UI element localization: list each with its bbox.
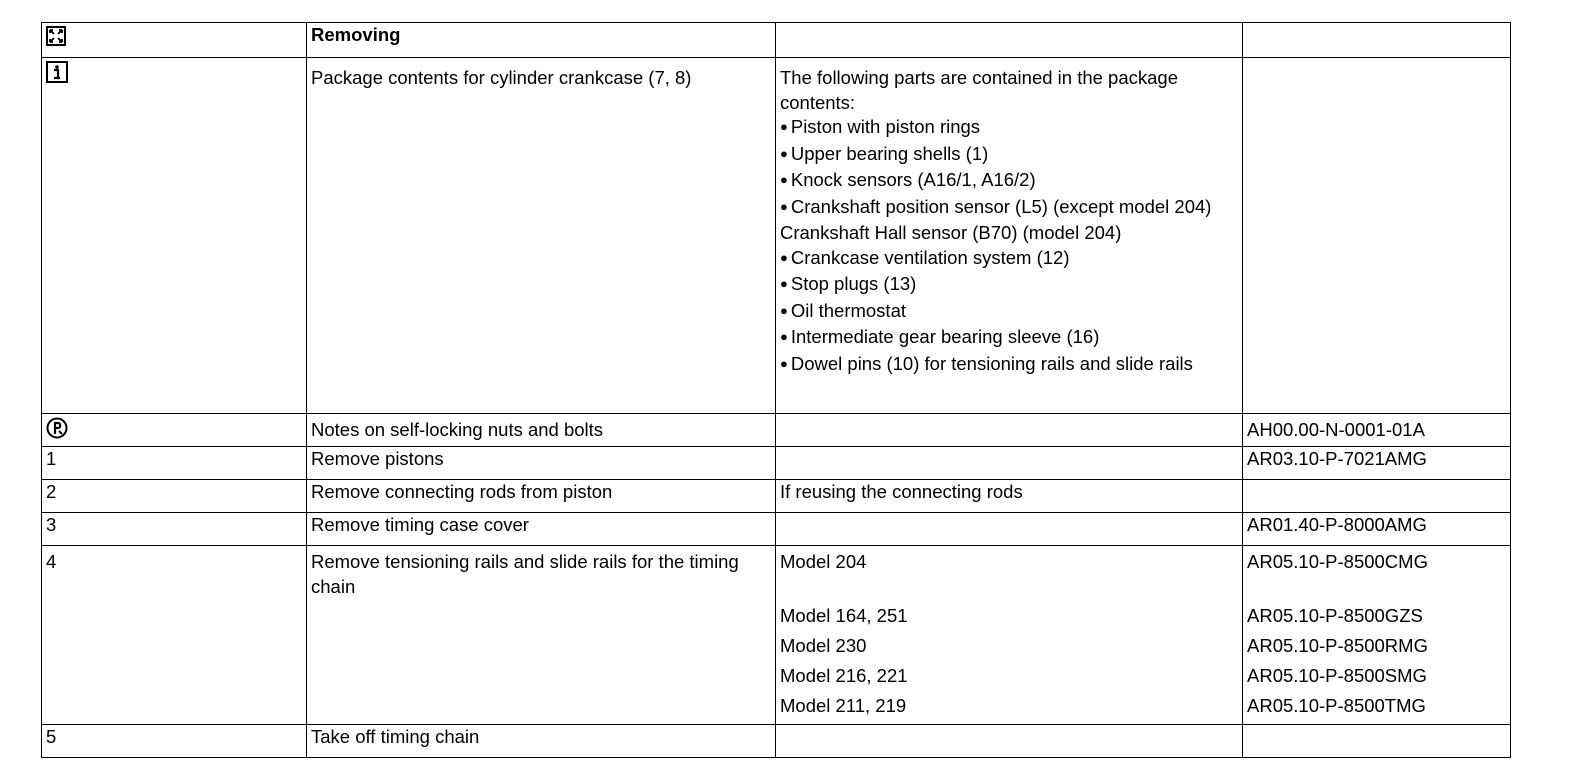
doc-reference[interactable]: AH00.00-N-0001-01A — [1247, 419, 1425, 440]
step-text: Take off timing chain — [311, 726, 480, 747]
list-item: ● Crankshaft position sensor (L5) (except model 204) — [780, 195, 1238, 222]
list-item: ● Dowel pins (10) for tensioning rails and slide rails — [780, 352, 1238, 379]
model-label: Model 211, 219 — [780, 695, 907, 716]
model-label: Model 164, 251 — [780, 605, 908, 626]
disassemble-icon — [46, 26, 66, 46]
package-description: Package contents for cylinder crankcase (7, 8) — [307, 58, 776, 414]
procedure-table — [41, 22, 1511, 758]
model-label: Model 230 — [780, 635, 867, 656]
step-note: If reusing the connecting rods — [780, 481, 1023, 502]
icon-cell — [42, 23, 307, 58]
package-contents — [776, 58, 1243, 414]
doc-reference[interactable]: AR05.10-P-8500CMG — [1247, 551, 1428, 572]
step-text: Remove connecting rods from piston — [311, 481, 613, 502]
doc-reference[interactable]: AR01.40-P-8000AMG — [1247, 514, 1427, 535]
package-intro: The following parts are contained in the package contents: — [780, 67, 1179, 113]
tip-icon — [46, 417, 68, 439]
doc-reference[interactable]: AR03.10-P-7021AMG — [1247, 448, 1427, 469]
step-text: Remove pistons — [311, 448, 444, 469]
doc-reference[interactable]: AR05.10-P-8500TMG — [1247, 695, 1426, 716]
model-label: Model 216, 221 — [780, 665, 908, 686]
icon-cell — [42, 58, 307, 414]
step-number: 5 — [46, 726, 57, 747]
list-item: ● Stop plugs (13) — [780, 272, 1238, 299]
list-item: ● Intermediate gear bearing sleeve (16) — [780, 325, 1238, 352]
notes-text: Notes on self-locking nuts and bolts — [311, 419, 604, 440]
step-text: Remove tensioning rails and slide rails for the timing chain — [311, 551, 739, 597]
model-label: Model 204 — [780, 551, 867, 572]
doc-reference[interactable]: AR05.10-P-8500RMG — [1247, 635, 1428, 656]
step-text: Remove timing case cover — [311, 514, 529, 535]
list-item: ● Knock sensors (A16/1, A16/2) — [780, 168, 1238, 195]
table-row — [42, 513, 1511, 546]
step-number: 4 — [46, 551, 57, 572]
section-title: Removing — [307, 23, 776, 58]
list-item: ● Oil thermostat — [780, 299, 1238, 326]
hall-sensor-note: Crankshaft Hall sensor (B70) (model 204) — [780, 222, 1122, 243]
list-item: ● Crankcase ventilation system (12) — [780, 246, 1238, 273]
list-item: ● Upper bearing shells (1) — [780, 142, 1238, 169]
table-row — [42, 725, 1511, 758]
list-item: ● Piston with piston rings — [780, 115, 1238, 142]
table-row — [42, 414, 1511, 447]
step-number: 1 — [46, 448, 57, 469]
table-row — [42, 58, 1511, 414]
icon-cell — [42, 414, 307, 447]
info-icon — [46, 61, 68, 83]
table-row — [42, 447, 1511, 480]
table-row — [42, 546, 1511, 725]
table-row — [42, 480, 1511, 513]
step-number: 2 — [46, 481, 57, 502]
step-number: 3 — [46, 514, 57, 535]
doc-reference[interactable]: AR05.10-P-8500SMG — [1247, 665, 1427, 686]
table-row — [42, 23, 1511, 58]
doc-reference[interactable]: AR05.10-P-8500GZS — [1247, 605, 1423, 626]
